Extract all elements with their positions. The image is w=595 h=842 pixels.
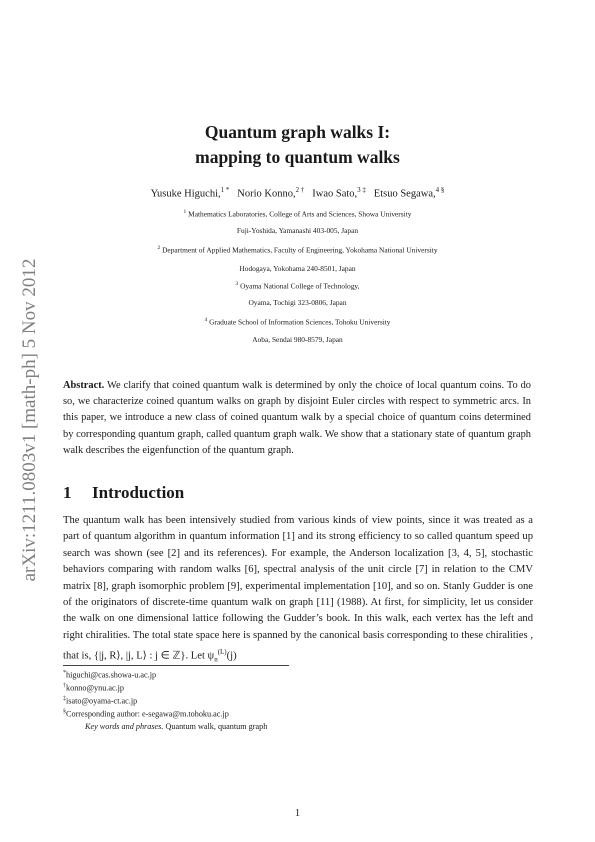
author-mark: 4 § — [435, 186, 445, 194]
page-number: 1 — [294, 808, 301, 819]
keywords — [85, 722, 267, 731]
arxiv-identifier — [18, 240, 42, 600]
affiliation-mark: 1 — [183, 209, 187, 215]
footnote-rule — [63, 665, 289, 666]
section-number: 1 — [63, 483, 72, 502]
footnote-mark: ‡ — [63, 696, 66, 702]
footnote-text: Corresponding author: e-segawa@m.tohoku.ac.jp — [66, 709, 229, 719]
math-subscript: n — [214, 655, 218, 664]
author-name: Iwao Sato, — [312, 188, 358, 200]
affiliation-3-line-1 — [0, 281, 595, 290]
author-name: Yusuke Higuchi, — [150, 188, 221, 200]
abstract-text: We clarify that coined quantum walk is determined by only the choice of local quantum coins. To do so, we characterize coined quantum walks on graph by disjoint Euler circles with respect to symmetric arcs. In this paper, we introduce a new class of coined quantum walk by a special choice of quantum coins determined by corresponding quantum graph, called quantum graph walk. We show that a stationary state of quantum graph walk describes the eigenfunction of the quantum graph. — [63, 380, 531, 456]
footnote-mark: † — [63, 683, 66, 689]
affiliation-2-line-2: Hodogaya, Yokohama 240-8501, Japan — [239, 264, 356, 273]
affiliation-mark: 3 — [235, 281, 239, 287]
affiliation-1-line-1 — [0, 209, 595, 218]
footnote-text: isato@oyama-ct.ac.jp — [66, 696, 138, 706]
footnote-text: konno@ynu.ac.jp — [66, 683, 125, 693]
author-mark: 2 † — [295, 186, 305, 194]
author-name: Norio Konno, — [237, 188, 296, 200]
abstract — [63, 378, 531, 459]
affiliation-text: Department of Applied Mathematics, Faculty of Engineering, Yokohama National University — [162, 245, 438, 255]
affiliation-mark: 2 — [157, 245, 161, 251]
affiliation-2-line-1 — [0, 245, 595, 254]
footnote-2 — [63, 683, 124, 693]
footnote-mark: § — [63, 709, 66, 715]
author-name: Etsuo Segawa, — [373, 188, 436, 200]
footnote-mark: * — [63, 670, 66, 676]
affiliation-text: Graduate School of Information Sciences, Tohoku University — [209, 317, 391, 327]
author-mark: 3 ‡ — [357, 186, 366, 194]
author-mark: 1 * — [220, 186, 230, 194]
affiliation-1-line-2: Fuji-Yoshida, Yamanashi 403-005, Japan — [236, 226, 359, 235]
author-list — [0, 186, 595, 200]
abstract-label: Abstract. — [63, 380, 105, 391]
keywords-label: Key words and phrases. — [85, 722, 164, 731]
paper-title-line-2: mapping to quantum walks — [195, 147, 400, 167]
math-tail: (j) — [226, 650, 237, 662]
section-heading — [63, 483, 184, 503]
paper-title-line-1: Quantum graph walks I: — [204, 122, 391, 142]
footnote-1 — [63, 670, 156, 680]
affiliation-text: Oyama National College of Technology, — [240, 281, 360, 291]
intro-paragraph — [63, 513, 533, 668]
affiliation-3-line-2: Oyama, Tochigi 323-0806, Japan — [248, 298, 347, 307]
affiliation-4-line-2: Aoba, Sendai 980-8579, Japan — [252, 335, 343, 344]
footnote-text: higuchi@cas.showa-u.ac.jp — [66, 670, 157, 680]
intro-text: The quantum walk has been intensively studied from various kinds of view points, since it was treated as a part of quantum algorithm in quantum information [1] and its strong efficiency to so called quantum speed up search was shown (see [2] and its references). For example, the Anderson localization [3, 4, 5], stochastic behaviors comparing with random walks [6], spectral analysis of the unit circle [7] in relation to the CMV matrix [8], graph isomorphic problem [9], experimental implementation [10], and so on. Stanly Gudder is one of the originators of discrete-time quantum walk on graph [11] (1988). At first, for simplicity, let us consider the walk on one dimensional lattice following the Gudder’s book. In this walk, each vertex has the left and right chiralities. The total state space here is spanned by the canonical basis corresponding to these chiralities , that is, {|j, R⟩, |j, L⟩ : j ∈ ℤ}. Let ψ — [63, 515, 533, 662]
section-title: Introduction — [92, 483, 185, 502]
affiliation-mark: 4 — [204, 317, 208, 323]
affiliation-text: Mathematics Laboratories, College of Arts and Sciences, Showa University — [188, 209, 412, 219]
affiliation-4-line-1 — [0, 317, 595, 326]
footnote-3 — [63, 696, 137, 706]
footnote-4 — [63, 709, 229, 719]
keywords-text: Quantum walk, quantum graph — [165, 722, 268, 731]
arxiv-identifier-text: arXiv:1211.0803v1 [math-ph] 5 Nov 2012 — [19, 258, 40, 582]
math-superscript: (L) — [217, 648, 227, 657]
